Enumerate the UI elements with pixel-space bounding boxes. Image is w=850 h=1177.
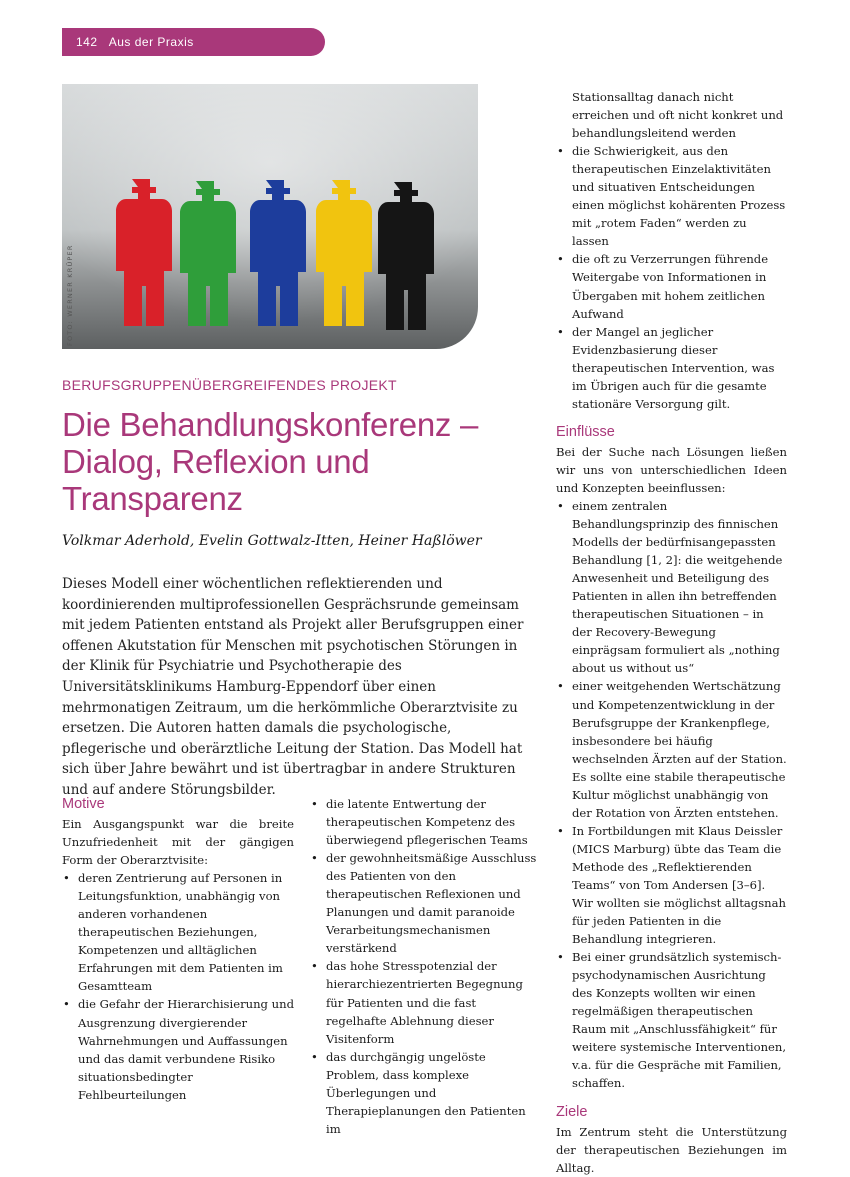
article-kicker: BERUFSGRUPPENÜBERGREIFENDES PROJEKT: [62, 377, 397, 393]
running-header: [62, 28, 325, 56]
list-item: • Bei einer grundsätzlich systemisch-psychodynamischen Ausrichtung des Konzepts wollten wir einen regelmäßigen therapeutischen Raum mit „Anschlussfähigkeit“ für weitere systemische Interventionen, v.a. für die Gespräche mit Familien, schaffen.: [556, 948, 787, 1092]
list-item-continuation: Stationsalltag danach nicht erreichen und oft nicht konkret und behandlungsleitend werden: [572, 90, 784, 141]
list-item: • die Gefahr der Hierarchisierung und Ausgrenzung divergierender Wahrnehmungen und Auffassungen und das damit verbundene Risiko situationsbedingter Fehlbeurteilungen: [62, 995, 294, 1103]
motive-list: [62, 869, 294, 1104]
column-middle: [310, 795, 538, 1138]
section-heading-motive: Motive: [62, 796, 105, 812]
article-title: Die Behandlungskonferenz – Dialog, Reflexion und Transparenz: [62, 406, 478, 517]
page-number: 142: [76, 35, 98, 49]
motive-list-cont: [310, 795, 538, 1138]
section-heading-einfluesse: Einflüsse: [556, 423, 615, 440]
list-item: • die latente Entwertung der therapeutischen Kompetenz des überwiegend pflegerischen Teams: [310, 795, 538, 849]
list-item: • die Schwierigkeit, aus den therapeutischen Einzelaktivitäten und situativen Entscheidungen einen möglichst kohärenten Prozess mit „rotem Faden“ werden zu lassen: [556, 142, 787, 250]
column-left: [62, 794, 294, 1104]
article-intro: Dieses Modell einer wöchentlichen reflektierenden und koordinierenden multiprofessionellen Gesprächsrunde gemeinsam mit jedem Patienten entstand als Projekt aller Berufsgruppen einer offenen Akutstation für Menschen mit psychotischen Störungen in der Klinik für Psychiatrie und Psychotherapie des Universitätsklinikums Hamburg-Eppendorf über einen mehrmonatigen Zeitraum, um die herkömmliche Oberarztvisite zu ersetzen. Die Autoren hatten damals die psychologische, pflegerische und oberärztliche Leitung der Station. Das Modell hat sich über Jahre bewährt und ist übertragbar in andere Strukturen und auf andere Störungsbilder.: [62, 576, 524, 798]
article-authors: Volkmar Aderhold, Evelin Gottwalz-Itten, Heiner Haßlöwer: [62, 533, 482, 549]
motive-list-end: [556, 142, 787, 413]
game-figures-image: [62, 84, 478, 349]
list-item: • einer weitgehenden Wertschätzung und Kompetenzentwicklung in der Berufsgruppe der Krankenpflege, insbesondere bei häufig wechselnden Ärzten auf der Station. Es sollte eine stabile therapeutische Kultur möglichst unabhängig von der Rotation von Ärzten entstehen.: [556, 677, 787, 821]
motive-intro: Ein Ausgangspunkt war die breite Unzufriedenheit mit der gängigen Form der Oberarztvisite:: [62, 817, 294, 868]
list-item: • deren Zentrierung auf Personen in Leitungsfunktion, unabhängig von anderen vorhandenen therapeutischen Beziehungen, Kompetenzen und alltäglichen Erfahrungen mit dem Patienten im Gesamtteam: [62, 869, 294, 995]
list-item: • das hohe Stresspotenzial der hierarchiezentrierten Begegnung für Patienten und die fast regelhafte Ablehnung dieser Visitenform: [310, 957, 538, 1047]
section-heading-ziele: Ziele: [556, 1103, 588, 1120]
einfluesse-intro: Bei der Suche nach Lösungen ließen wir uns von unterschiedlichen Ideen und Konzepten beeinflussen:: [556, 444, 787, 495]
list-item: • die oft zu Verzerrungen führende Weitergabe von Informationen in Übergaben mit hohem zeitlichen Aufwand: [556, 250, 787, 322]
ziele-text: Im Zentrum steht die Unterstützung der therapeutischen Beziehungen im Alltag.: [556, 1124, 787, 1175]
list-item: • In Fortbildungen mit Klaus Deissler (MICS Marburg) übte das Team die Methode des „Reflektierenden Teams“ von Tom Andersen [3–6]. Wir wollten sie möglichst alltagsnah für jeden Patienten in die Behandlung integrieren.: [556, 822, 787, 948]
article-photo: [62, 84, 478, 349]
list-item: • der Mangel an jeglicher Evidenzbasierung dieser therapeutischen Intervention, was im Übrigen auch für die gesamte stationäre Versorgung gilt.: [556, 323, 787, 413]
section-label: Aus der Praxis: [108, 35, 194, 49]
einfluesse-list: [556, 497, 787, 1093]
list-item: • einem zentralen Behandlungsprinzip des finnischen Modells der bedürfnisangepassten Behandlung [1, 2]: die weitgehende Anwesenheit und Beteiligung des Patienten in allen ihn betreffenden therapeutischen Situationen – in der Recovery-Bewegung einprägsam formuliert als „nothing about us without us“: [556, 497, 787, 677]
photo-credit: FOTO: WERNER KRÜPER: [66, 244, 74, 346]
column-right: [556, 88, 787, 1177]
list-item: • der gewohnheitsmäßige Ausschluss des Patienten von den therapeutischen Reflexionen und Planungen und damit paranoide Verarbeitungsmechanismen verstärkend: [310, 849, 538, 957]
list-item: • das durchgängig ungelöste Problem, dass komplexe Überlegungen und Therapieplanungen den Patienten im: [310, 1048, 538, 1138]
